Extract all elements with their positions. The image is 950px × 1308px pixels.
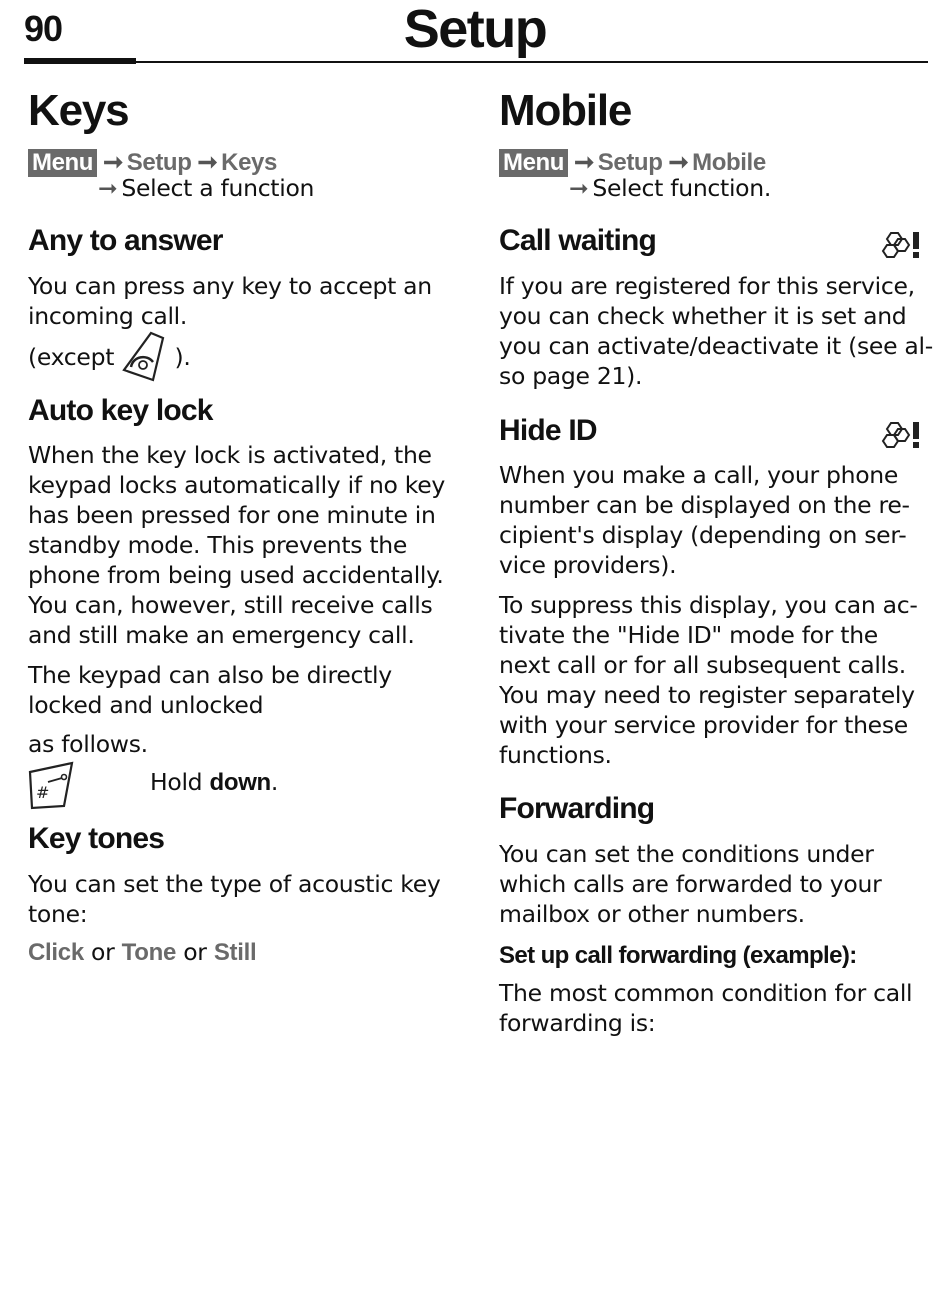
arrow-right-icon: ➞	[574, 149, 594, 176]
path-sub-keys	[98, 174, 314, 202]
text-line: You may need to register separately	[499, 681, 915, 709]
text-line: number can be displayed on the re-	[499, 491, 910, 519]
para-forwarding-1	[499, 839, 929, 929]
text-line: cipient's display (depending on ser-	[499, 521, 907, 549]
menu-path-mobile	[499, 148, 766, 177]
text-line: keypad locks automatically if no key	[28, 471, 446, 499]
page-title: Setup	[403, 0, 547, 59]
heading-call-waiting: Call waiting	[499, 224, 657, 257]
text-line: you can check whether it is set and	[499, 302, 907, 330]
text-line: tivate the "Hide ID" mode for the	[499, 621, 878, 649]
text-line: The most common condition for call	[499, 979, 913, 1007]
text-line: You can, however, still receive calls	[28, 591, 433, 619]
para-auto-key-lock-2	[28, 660, 448, 720]
hold-bold-text: down	[209, 769, 271, 796]
path-step-setup: Setup	[597, 149, 663, 176]
para-call-waiting	[499, 271, 933, 391]
heading-any-to-answer: Any to answer	[28, 224, 223, 257]
text-line: with your service provider for these	[499, 711, 908, 739]
except-prefix: (except	[28, 343, 115, 371]
section-title-mobile: Mobile	[499, 86, 632, 135]
text-line: mailbox or other numbers.	[499, 900, 805, 928]
text-line: vice providers).	[499, 551, 677, 579]
para-hide-id-2	[499, 590, 929, 770]
path-sub-mobile	[569, 174, 771, 202]
text-line: When the key lock is activated, the	[28, 441, 432, 469]
text-line: which calls are forwarded to your	[499, 870, 882, 898]
text-line: standby mode. This prevents the	[28, 531, 408, 559]
text-line: You can set the conditions under	[499, 840, 874, 868]
except-suffix: ).	[174, 343, 191, 371]
arrow-right-icon: ➞	[668, 149, 689, 176]
heading-forwarding: Forwarding	[499, 792, 655, 825]
para-forwarding-2	[499, 978, 929, 1038]
page-number: 90	[24, 8, 63, 49]
connector-text: or	[183, 938, 207, 966]
para-auto-key-lock-1	[28, 440, 448, 650]
hold-end: .	[270, 768, 279, 796]
subheading-call-forwarding-example: Set up call forwarding (example):	[499, 942, 857, 969]
option-tone: Tone	[121, 939, 177, 966]
text-line: as follows.	[28, 730, 148, 758]
hold-text: Hold	[150, 768, 203, 796]
hold-down-line	[150, 768, 278, 797]
text-line: functions.	[499, 741, 612, 769]
arrow-right-icon: ➞	[569, 174, 589, 202]
text-line: You can set the type of acoustic key	[28, 870, 441, 898]
text-line: forwarding is:	[499, 1009, 656, 1037]
option-still: Still	[213, 939, 257, 966]
text-line: You can press any key to accept an	[28, 272, 432, 300]
end-call-key-icon	[121, 330, 167, 384]
para-hide-id-1	[499, 460, 929, 580]
text-line: next call or for all subsequent calls.	[499, 651, 906, 679]
section-title-keys: Keys	[28, 86, 129, 135]
text-line: locked and unlocked	[28, 691, 264, 719]
text-line: When you make a call, your phone	[499, 461, 899, 489]
arrow-right-icon: ➞	[103, 149, 123, 176]
menu-key: Menu	[28, 149, 97, 177]
text-line: incoming call.	[28, 302, 188, 330]
path-step-mobile: Mobile	[692, 149, 766, 176]
heading-auto-key-lock: Auto key lock	[28, 394, 213, 427]
text-line: tone:	[28, 900, 88, 928]
text-line: has been pressed for one minute in	[28, 501, 436, 529]
network-service-icon	[881, 230, 923, 260]
text-line: The keypad can also be directly	[28, 661, 392, 689]
text-line: phone from being used accidentally.	[28, 561, 444, 589]
text-line: and still make an emergency call.	[28, 621, 415, 649]
para-key-tones	[28, 869, 448, 929]
path-step-keys: Keys	[221, 149, 277, 176]
except-line	[28, 330, 191, 384]
path-sub-text: Select a function	[121, 174, 315, 202]
svg-text:#: #	[36, 783, 50, 802]
path-step-setup: Setup	[126, 149, 192, 176]
path-sub-text: Select function.	[592, 174, 772, 202]
arrow-right-icon: ➞	[98, 174, 118, 202]
text-line: so page 21).	[499, 362, 643, 390]
connector-text: or	[91, 938, 115, 966]
heading-hide-id: Hide ID	[499, 414, 597, 447]
option-click: Click	[28, 939, 84, 966]
header-rule	[24, 61, 928, 63]
text-line: you can activate/deactivate it (see al-	[499, 332, 933, 360]
arrow-right-icon: ➞	[197, 149, 218, 176]
text-line: To suppress this display, you can ac-	[499, 591, 918, 619]
network-service-icon	[881, 420, 923, 450]
menu-key: Menu	[499, 149, 568, 177]
para-any-to-answer	[28, 271, 448, 331]
heading-key-tones: Key tones	[28, 822, 165, 855]
para-auto-key-lock-3	[28, 729, 448, 759]
text-line: If you are registered for this service,	[499, 272, 915, 300]
hash-key-icon	[28, 760, 76, 812]
menu-path-keys	[28, 148, 277, 177]
key-tone-options	[28, 938, 256, 967]
